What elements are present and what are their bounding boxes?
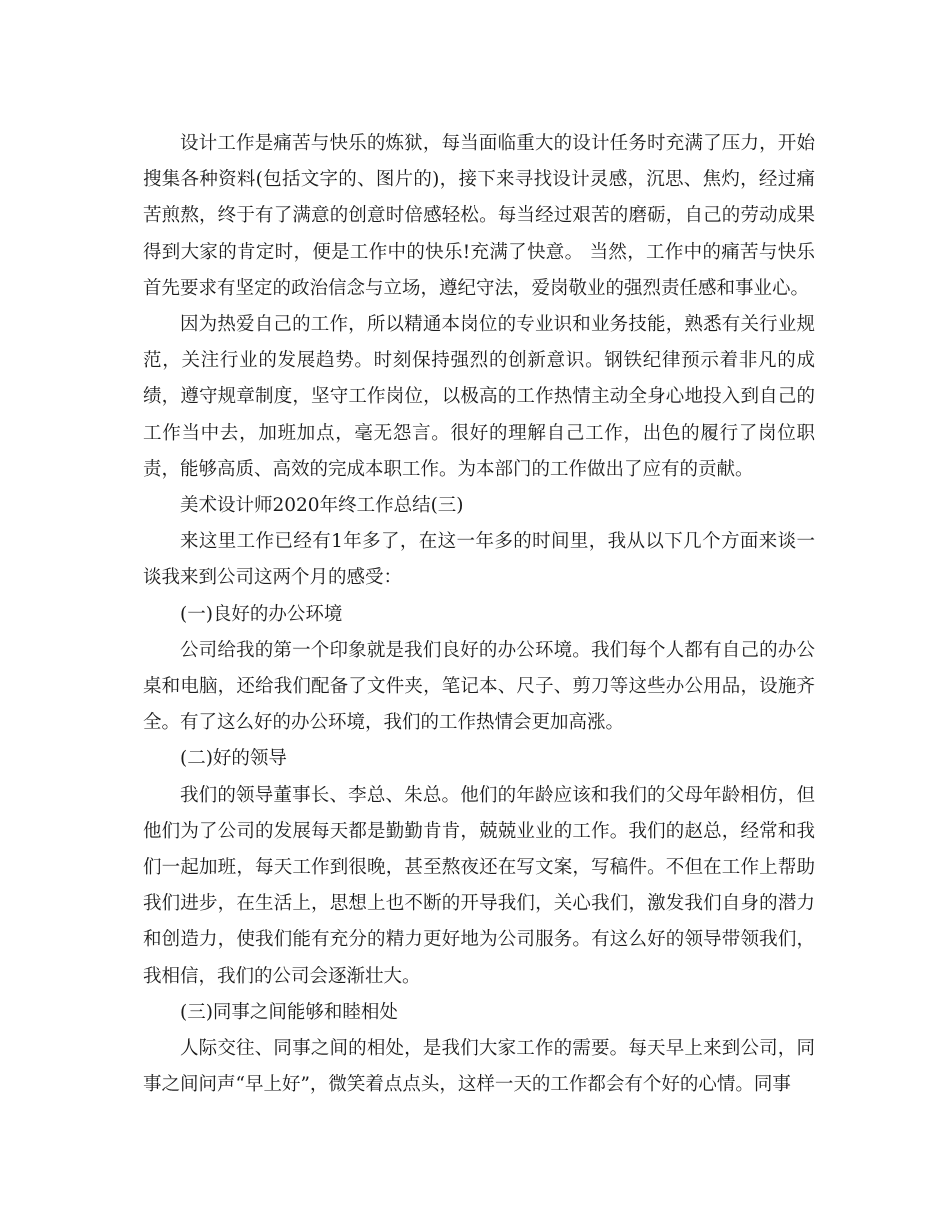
paragraph: 人际交往、同事之间的相处，是我们大家工作的需要。每天早上来到公司，同事之间问声“早上好”，微笑着点点头，这样一天的工作都会有个好的心情。同事 bbox=[143, 1038, 815, 1096]
paragraph: 设计工作是痛苦与快乐的炼狱，每当面临重大的设计任务时充满了压力，开始搜集各种资料(包括文字的、图片的)，接下来寻找设计灵感，沉思、焦灼，经过痛苦煎熬，终于有了满意的创意时倍感轻松。每当经过艰苦的磨砺，自己的劳动成果得到大家的肯定时，便是工作中的快乐!充满了快意。 当然，工作中的痛苦与快乐首先要求有坚定的政治信念与立场，遵纪守法，爱岗敬业的强烈责任感和事业心。 bbox=[143, 133, 815, 299]
subsection-heading: (二)好的领导 bbox=[180, 748, 287, 770]
paragraph: 公司给我的第一个印象就是我们良好的办公环境。我们每个人都有自己的办公桌和电脑，还给我们配备了文件夹，笔记本、尺子、剪刀等这些办公用品，设施齐全。有了这么好的办公环境，我们的工作热情会更加高涨。 bbox=[143, 639, 815, 734]
paragraph: 我们的领导董事长、李总、朱总。他们的年龄应该和我们的父母年龄相仿，但他们为了公司的发展每天都是勤勤肯肯，兢兢业业的工作。我们的赵总，经常和我们一起加班，每天工作到很晚，甚至熬夜还在写文案，写稿件。不但在工作上帮助我们进步，在生活上，思想上也不断的开导我们，关心我们，激发我们自身的潜力和创造力，使我们能有充分的精力更好地为公司服务。有这么好的领导带领我们，我相信，我们的公司会逐渐壮大。 bbox=[143, 784, 815, 987]
paragraph: 来这里工作已经有1年多了，在这一年多的时间里，我从以下几个方面来谈一谈我来到公司这两个月的感受： bbox=[143, 531, 815, 589]
section-title: 美术设计师2020年终工作总结(三) bbox=[180, 495, 464, 517]
subsection-heading: (一)良好的办公环境 bbox=[180, 603, 343, 625]
document-body bbox=[143, 126, 815, 1103]
subsection-heading: (三)同事之间能够和睦相处 bbox=[180, 1001, 398, 1023]
paragraph: 因为热爱自己的工作，所以精通本岗位的专业识和业务技能，熟悉有关行业规范，关注行业的发展趋势。时刻保持强烈的创新意识。钢铁纪律预示着非凡的成绩，遵守规章制度，坚守工作岗位，以极高的工作热情主动全身心地投入到自己的工作当中去，加班加点，毫无怨言。很好的理解自己工作，出色的履行了岗位职责，能够高质、高效的完成本职工作。为本部门的工作做出了应有的贡献。 bbox=[143, 314, 815, 480]
